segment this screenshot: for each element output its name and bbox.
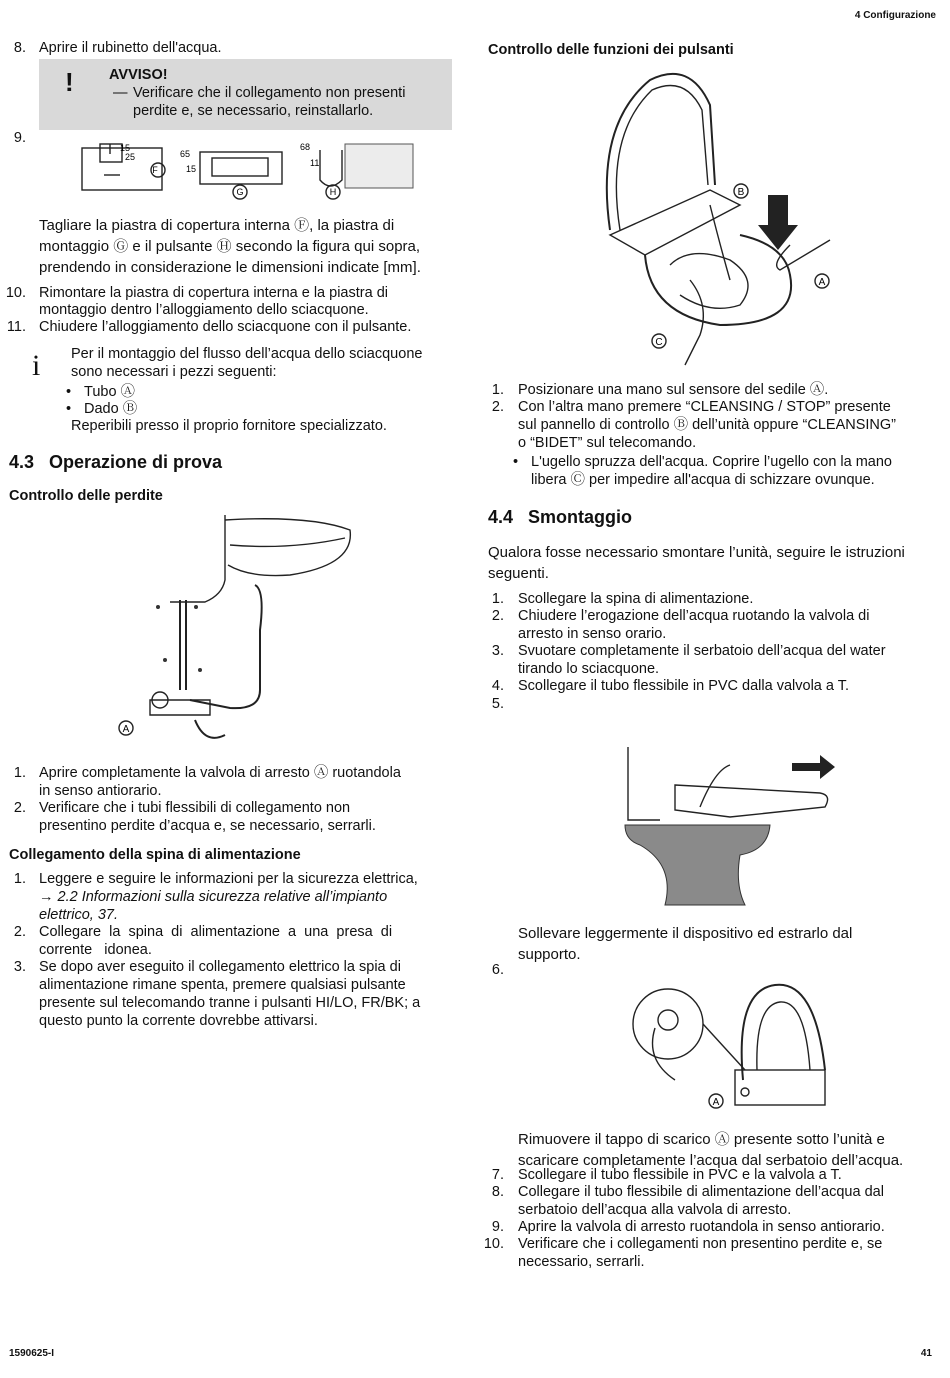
plug-step-3-line-2: alimentazione rimane spenta, premere qualsiasi pulsante <box>39 977 406 993</box>
notice-line-2: perdite e, se necessario, reinstallarlo. <box>133 103 374 119</box>
seat-outline <box>225 519 350 576</box>
pull-arrow-icon <box>792 755 835 779</box>
remove-step-10-number: 10. <box>483 1236 504 1252</box>
hand-a <box>777 240 830 270</box>
check-step-2-line-3: o “BIDET” sul telecomando. <box>518 435 697 451</box>
info-icon: i <box>32 349 41 382</box>
info-line-2: sono necessari i pezzi seguenti: <box>71 364 277 380</box>
rotation-arrow <box>195 720 225 738</box>
plug-step-1-line-1: Leggere e seguire le informazioni per la sicurezza elettrica, <box>39 871 418 887</box>
step-8-number: 8. <box>13 40 26 56</box>
check-step-1-text: Posizionare una mano sul sensore del sedile Ⓐ. <box>518 382 829 398</box>
hand-c <box>685 280 703 365</box>
drain-plug-figure <box>625 980 835 1112</box>
lift-seat-figure <box>620 745 835 910</box>
notice-dash: — <box>113 85 128 101</box>
check-step-1-number: 1. <box>491 382 504 398</box>
plug-step-3-line-3: presente sul telecomando tranne i pulsanti HI/LO, FR/BK; a <box>39 995 421 1011</box>
label-a: A <box>818 277 826 288</box>
plug-step-2-number: 2. <box>13 924 26 940</box>
step-8-text: Aprire il rubinetto dell'acqua. <box>39 40 222 56</box>
dim-15: 15 <box>120 143 131 153</box>
remove-step-2-line-1: Chiudere l’erogazione dell’acqua ruotando la valvola di <box>518 608 870 624</box>
plug-step-1-number: 1. <box>13 871 26 887</box>
drain-plug-zoom <box>658 1010 678 1030</box>
section-4-4-intro-1: Qualora fosse necessario smontare l’unità, seguire le istruzioni <box>488 544 905 561</box>
step-10-line-2: montaggio dentro l’alloggiamento dello sciacquone. <box>39 302 369 318</box>
seat-bowl <box>645 235 791 325</box>
label-b: B <box>737 187 745 198</box>
plug-step-3-line-4: questo punto la corrente dovrebbe attivarsi. <box>39 1013 318 1029</box>
page-header-section: 4 Configurazione <box>854 10 936 21</box>
plate-f-notch <box>100 144 122 162</box>
leak-step-2-line-2: presentino perdite d’acqua e, se necessario, serrarli. <box>39 818 376 834</box>
plug-step-1-link[interactable]: → 2.2 Informazioni sulla sicurezza relative all’impianto <box>39 889 388 905</box>
plug-step-3-number: 3. <box>13 959 26 975</box>
flexible-hose <box>190 585 262 708</box>
remove-step-10-line-1: Verificare che i collegamenti non presentino perdite e, se <box>518 1236 883 1252</box>
plug-step-2-line-1: Collegare la spina di alimentazione a una presa di <box>39 924 393 940</box>
remove-step-4-text: Scollegare il tubo flessibile in PVC dalla valvola a T. <box>518 678 849 694</box>
remove-step-3-number: 3. <box>491 643 504 659</box>
leak-step-1-line-1: Aprire completamente la valvola di arresto Ⓐ ruotandola <box>39 765 401 781</box>
plug-step-3-line-1: Se dopo aver eseguito il collegamento elettrico la spia di <box>39 959 401 975</box>
check-step-2-line-2: sul pannello di controllo Ⓑ dell’unità oppure “CLEANSING” <box>518 417 896 433</box>
tank-side <box>628 747 660 820</box>
remove-step-3-line-2: tirando lo sciacquone. <box>518 661 660 677</box>
remove-step-5-line-1: Sollevare leggermente il dispositivo ed estrarlo dal <box>518 925 853 942</box>
step-10-line-1: Rimontare la piastra di copertura interna e la piastra di <box>39 285 388 301</box>
remove-step-5-line-2: supporto. <box>518 946 581 963</box>
step-9-line-3: prendendo in considerazione le dimensioni indicate [mm]. <box>39 259 421 276</box>
seat-inner <box>670 254 748 309</box>
notice-box <box>39 59 452 130</box>
remove-step-7-text: Scollegare il tubo flessibile in PVC e la valvola a T. <box>518 1167 842 1183</box>
remove-step-8-line-1: Collegare il tubo flessibile di alimentazione dell’acqua dal <box>518 1184 884 1200</box>
info-line-3: Reperibili presso il proprio fornitore specializzato. <box>71 418 387 434</box>
leak-step-2-number: 2. <box>13 800 26 816</box>
footer-page-number: 41 <box>920 1348 932 1359</box>
step-9-line-1: Tagliare la piastra di copertura interna Ⓕ, la piastra di <box>39 217 395 234</box>
cut-plates-figure <box>80 140 420 200</box>
button-check-title: Controllo delle funzioni dei pulsanti <box>488 42 734 58</box>
notice-title: AVVISO! <box>109 67 168 83</box>
seat-lid <box>742 985 825 1080</box>
dim-68: 68 <box>300 142 311 152</box>
check-step-2-number: 2. <box>491 399 504 415</box>
leak-step-1-number: 1. <box>13 765 26 781</box>
step-9-line-2: montaggio Ⓖ e il pulsante Ⓗ secondo la figura qui sopra, <box>39 238 421 255</box>
remove-step-8-line-2: serbatoio dell’acqua alla valvola di arresto. <box>518 1202 792 1218</box>
footer-doc-code: 1590625-I <box>9 1348 55 1359</box>
remove-step-5-number: 5. <box>491 696 504 712</box>
label-c: C <box>655 337 663 348</box>
leak-check-title: Controllo delle perdite <box>9 488 163 504</box>
dim-15b: 15 <box>186 164 197 174</box>
unit-base <box>735 1070 825 1105</box>
check-step-2-line-1: Con l’altra mano premere “CLEANSING / STOP” presente <box>518 399 891 415</box>
label-a: A <box>122 724 130 735</box>
warning-icon: ! <box>65 67 74 97</box>
drain-plug <box>741 1088 749 1096</box>
dim-65: 65 <box>180 149 191 159</box>
button-h-outline <box>320 150 342 186</box>
label-h: H <box>329 187 337 197</box>
step-11-number: 11. <box>6 319 26 335</box>
remove-step-6-line-2: scaricare completamente l’acqua dal serbatoio dell’acqua. <box>518 1152 904 1169</box>
check-bullet-line-1: • L'ugello spruzza dell'acqua. Coprire l’ugello con la mano <box>531 454 892 472</box>
seat-unit <box>675 785 828 817</box>
lid-outline <box>607 74 715 230</box>
remove-step-6-line-1: Rimuovere il tappo di scarico Ⓐ presente sotto l’unità e <box>518 1131 885 1148</box>
remove-step-2-line-2: arresto in senso orario. <box>518 626 667 642</box>
remove-step-1-number: 1. <box>491 591 504 607</box>
remove-step-10-line-2: necessario, serrarli. <box>518 1254 645 1270</box>
remove-step-7-number: 7. <box>491 1167 504 1183</box>
remove-step-3-line-1: Svuotare completamente il serbatoio dell’acqua del water <box>518 643 886 659</box>
press-arrow-icon <box>758 195 798 250</box>
tank-outline <box>170 515 225 602</box>
info-item-dado: • Dado Ⓑ <box>84 401 137 419</box>
plug-title: Collegamento della spina di alimentazione <box>9 847 301 863</box>
label-g: G <box>236 187 244 197</box>
remove-step-2-number: 2. <box>491 608 504 624</box>
remove-step-1-text: Scollegare la spina di alimentazione. <box>518 591 754 607</box>
dim-25: 25 <box>125 152 136 162</box>
step-10-number: 10. <box>5 285 26 301</box>
leak-step-2-line-1: Verificare che i tubi flessibili di collegamento non <box>39 800 351 816</box>
button-h-photo <box>345 144 413 188</box>
notice-line-1: Verificare che il collegamento non presenti <box>133 85 406 101</box>
label-a: A <box>712 1097 720 1108</box>
remove-step-9-number: 9. <box>491 1219 504 1235</box>
section-4-4-intro-2: seguenti. <box>488 565 549 582</box>
remove-step-4-number: 4. <box>491 678 504 694</box>
zoom-circle <box>633 989 703 1059</box>
step-11-text: Chiudere l’alloggiamento dello sciacquone con il pulsante. <box>39 319 412 335</box>
info-line-1: Per il montaggio del flusso dell’acqua dello sciacquone <box>71 346 423 362</box>
leak-step-1-line-2: in senso antiorario. <box>39 783 162 799</box>
leak-check-figure <box>110 510 360 750</box>
section-4-3-title: 4.3 Operazione di prova <box>9 452 223 472</box>
button-check-figure <box>590 65 840 370</box>
label-f: F <box>152 165 158 175</box>
plug-step-1-link-cont[interactable]: elettrico, 37. <box>39 907 118 923</box>
remove-step-9-text: Aprire la valvola di arresto ruotandola in senso antiorario. <box>518 1219 885 1235</box>
remove-step-8-number: 8. <box>491 1184 504 1200</box>
plug-step-2-line-2: corrente idonea. <box>39 942 152 958</box>
hand-drain <box>653 1028 676 1080</box>
dim-11: 11 <box>310 158 320 168</box>
info-item-tubo: • Tubo Ⓐ <box>84 384 135 402</box>
toilet-bowl <box>625 825 770 905</box>
section-4-4-title: 4.4 Smontaggio <box>488 507 633 527</box>
step-9-number: 9. <box>13 130 26 146</box>
remove-step-6-number: 6. <box>491 962 504 978</box>
check-bullet-line-2: libera Ⓒ per impedire all'acqua di schizzare ovunque. <box>531 472 875 488</box>
